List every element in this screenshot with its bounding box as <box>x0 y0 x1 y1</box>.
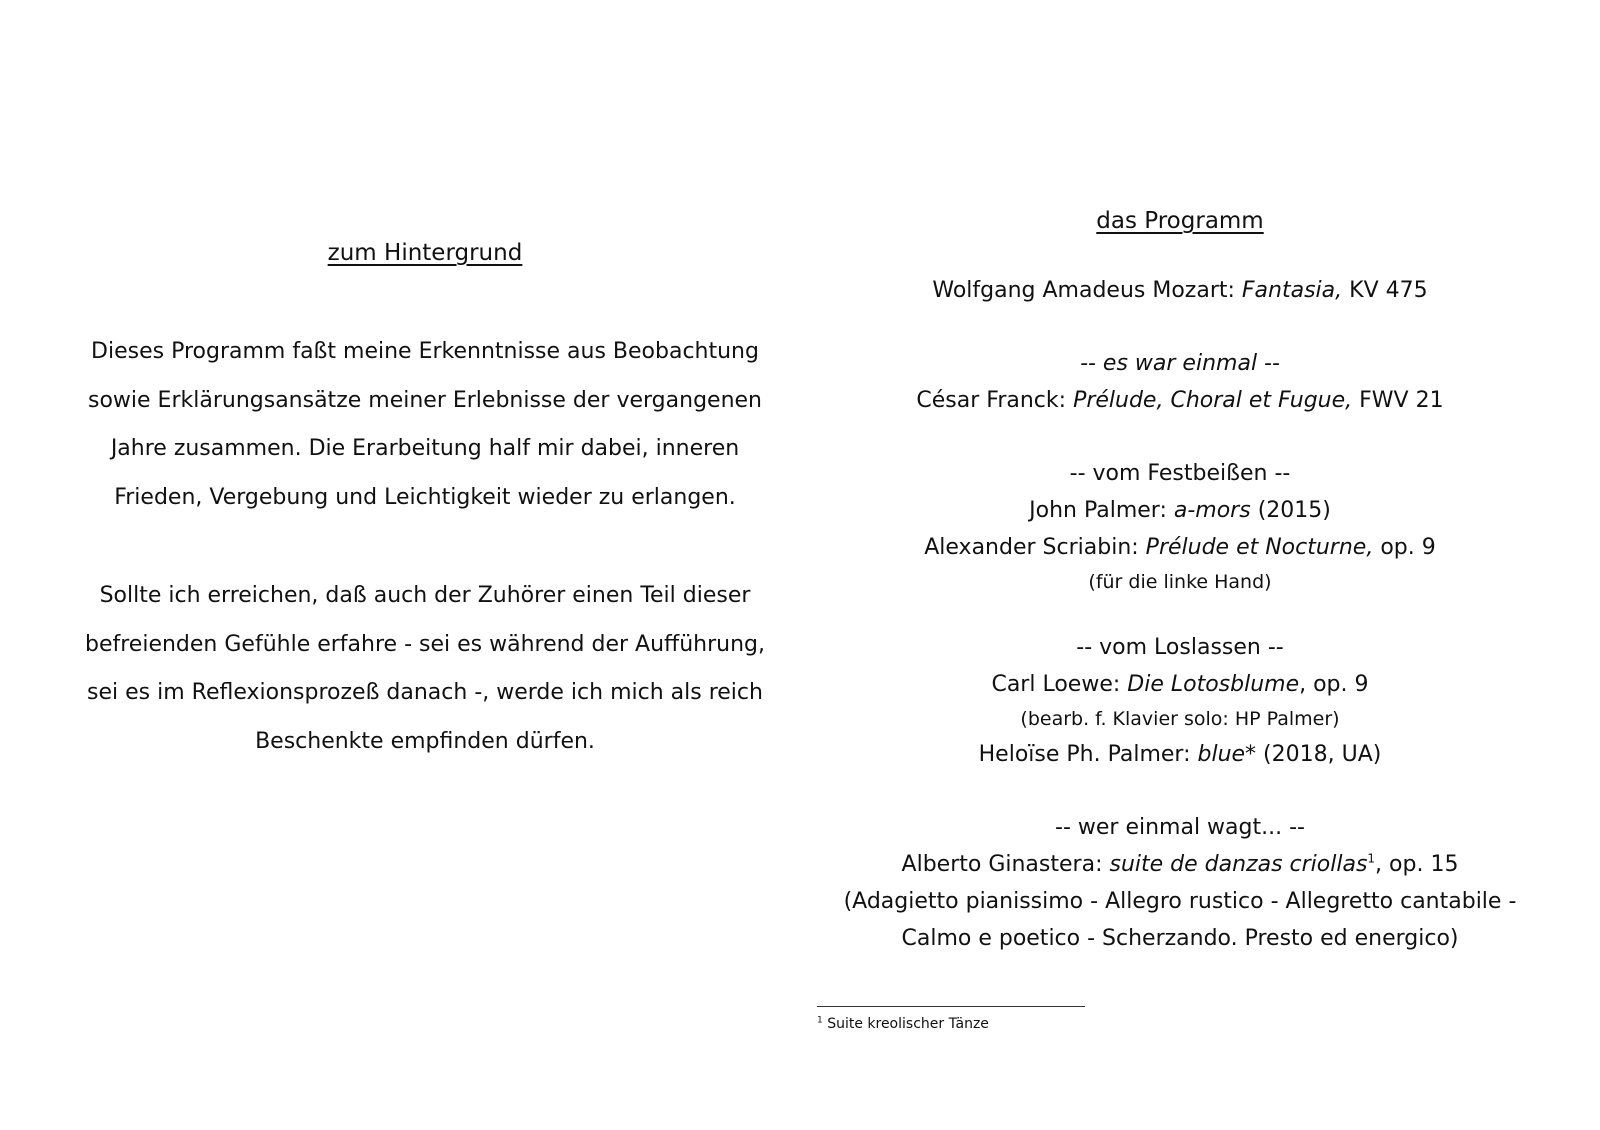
ginastera-movements-line-1: (Adagietto pianissimo - Allegro rustico - Allegretto cantabile - <box>843 889 1517 914</box>
background-column <box>80 240 770 766</box>
footnote: $^1$ Suite kreolischer Tänze <box>817 1015 989 1032</box>
program-item-scriabin: Alexander Scriabin: Prélude et Nocturne, op. 9 <box>924 535 1436 560</box>
program-item-palmer-amors: John Palmer: a-mors (2015) <box>1029 498 1331 523</box>
footnote-separator <box>817 1006 1085 1007</box>
ginastera-movements-line-2: Calmo e poetico - Scherzando. Presto ed energico) <box>901 926 1459 951</box>
background-heading: zum Hintergrund <box>327 240 523 266</box>
scriabin-note: (für die linke Hand) <box>1088 571 1272 593</box>
section-title-vom-festbeissen: -- vom Festbeißen -- <box>1069 461 1291 486</box>
program-item-ginastera: Alberto Ginastera: suite de danzas criollas$^1$, op. 15 <box>901 851 1459 877</box>
background-paragraph-2: Sollte ich erreichen, daß auch der Zuhörer einen Teil dieser befreienden Gefühle erfahre - sei es während der Aufführung, sei es im Reflexionsprozeß danach -, werde ich mich als reich Beschenkte empfinden dürfen. <box>85 583 765 754</box>
program-heading: das Programm <box>1096 208 1264 234</box>
section-title-es-war-einmal: -- es war einmal -- <box>1080 351 1280 376</box>
section-title-vom-loslassen: -- vom Loslassen -- <box>1076 635 1284 660</box>
footnote-reference[interactable]: 1 <box>1367 851 1376 866</box>
program-item-franck: César Franck: Prélude, Choral et Fugue, FWV 21 <box>916 388 1444 413</box>
program-item-mozart: Wolfgang Amadeus Mozart: Fantasia, KV 475 <box>932 278 1428 303</box>
background-paragraph-1: Dieses Programm faßt meine Erkenntnisse aus Beobachtung sowie Erklärungsansätze meiner Erlebnisse der vergangenen Jahre zusammen. Die Erarbeitung half mir dabei, inneren Frieden, Vergebung und Leichtigkeit wieder zu erlangen. <box>88 339 762 510</box>
program-column <box>830 208 1530 957</box>
program-item-loewe: Carl Loewe: Die Lotosblume, op. 9 <box>991 672 1369 697</box>
section-title-wer-einmal-wagt: -- wer einmal wagt... -- <box>1055 815 1305 840</box>
program-item-heloise-blue: Heloïse Ph. Palmer: blue* (2018, UA) <box>978 742 1382 767</box>
loewe-note: (bearb. f. Klavier solo: HP Palmer) <box>1020 708 1340 730</box>
